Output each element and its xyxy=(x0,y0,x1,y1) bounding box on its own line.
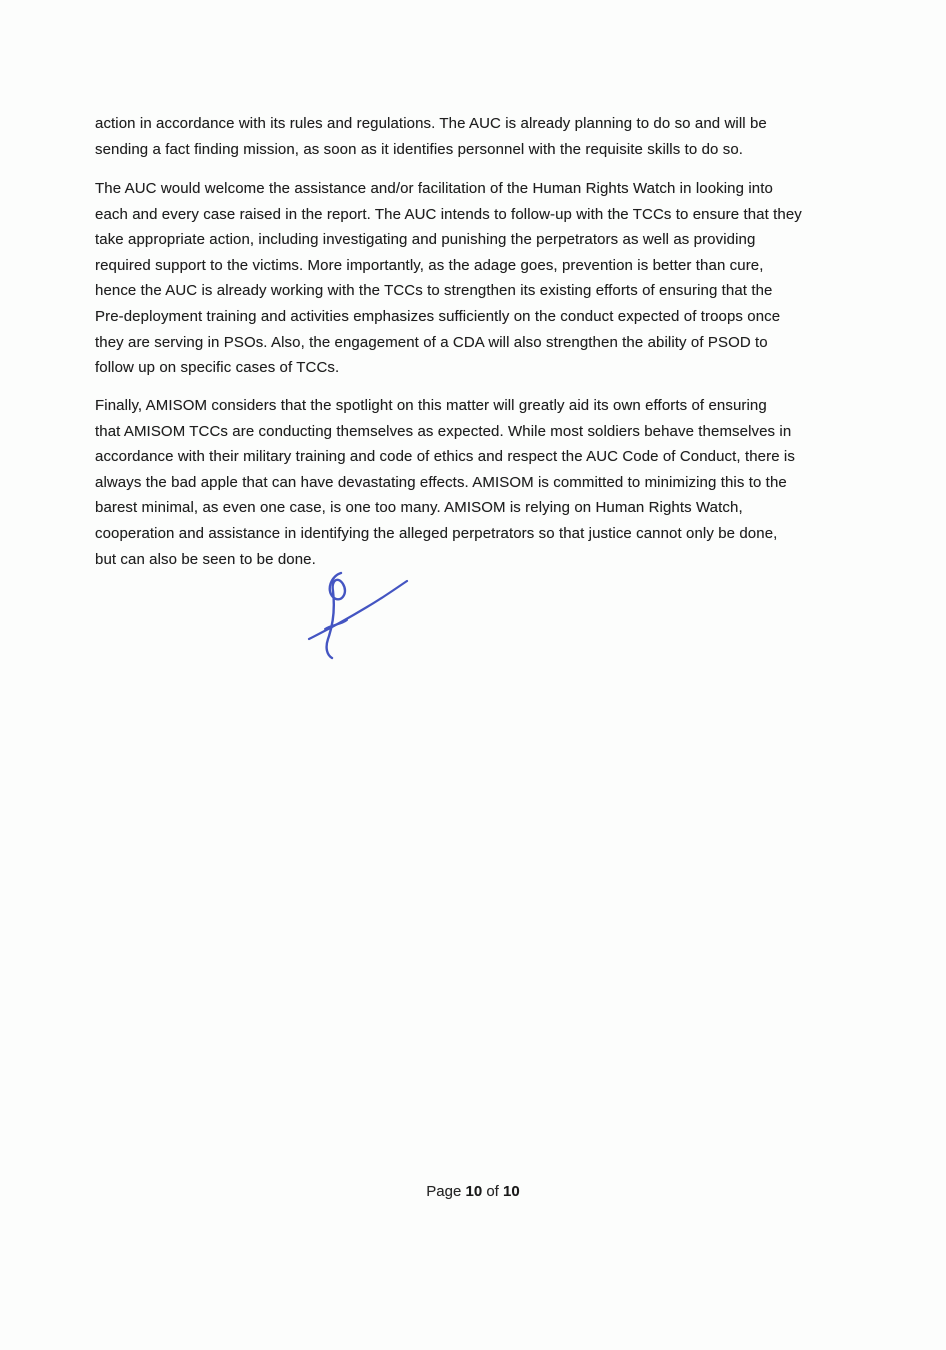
footer-connector: of xyxy=(482,1183,504,1200)
text-line: Finally, AMISOM considers that the spotlight on this matter will greatly aid its own efforts of ensuring xyxy=(95,397,767,414)
text-line: action in accordance with its rules and regulations. The AUC is already planning to do so and will be xyxy=(95,115,767,132)
text-line: hence the AUC is already working with the TCCs to strengthen its existing efforts of ensuring that the xyxy=(95,282,773,300)
text-line: barest minimal, as even one case, is one too many. AMISOM is relying on Human Rights Watch, xyxy=(95,499,743,517)
text-line: that AMISOM TCCs are conducting themselves as expected. While most soldiers behave themselves in xyxy=(95,422,792,440)
footer-total-pages: 10 xyxy=(503,1183,520,1200)
signature xyxy=(295,563,425,671)
text-line: but can also be seen to be done. xyxy=(95,550,316,568)
text-line: take appropriate action, including investigating and punishing the perpetrators as well as providing xyxy=(95,231,756,249)
paragraph-2 xyxy=(95,176,885,381)
text-line: The AUC would welcome the assistance and/or facilitation of the Human Rights Watch in looking into xyxy=(95,180,773,197)
text-line: follow up on specific cases of TCCs. xyxy=(95,359,340,377)
paragraph-3 xyxy=(95,393,885,572)
text-line: cooperation and assistance in identifying the alleged perpetrators so that justice cannot only be done, xyxy=(95,524,778,542)
paragraph-1 xyxy=(95,111,885,162)
text-line: always the bad apple that can have devastating effects. AMISOM is committed to minimizing this to the xyxy=(95,473,787,491)
text-line: each and every case raised in the report. The AUC intends to follow-up with the TCCs to ensure that they xyxy=(95,205,802,223)
footer-page-number: 10 xyxy=(465,1183,483,1200)
signature-ink-icon xyxy=(295,563,425,671)
footer-prefix: Page xyxy=(426,1183,466,1200)
text-line: required support to the victims. More importantly, as the adage goes, prevention is better than cure, xyxy=(95,256,764,274)
text-line: they are serving in PSOs. Also, the engagement of a CDA will also strengthen the ability of PSOD to xyxy=(95,333,768,351)
text-line: sending a fact finding mission, as soon as it identifies personnel with the requisite skills to do so. xyxy=(95,140,744,158)
text-line: Pre-deployment training and activities emphasizes sufficiently on the conduct expected of troops once xyxy=(95,307,781,325)
page-footer xyxy=(0,1183,946,1200)
text-line: accordance with their military training and code of ethics and respect the AUC Code of Conduct, there is xyxy=(95,448,795,466)
